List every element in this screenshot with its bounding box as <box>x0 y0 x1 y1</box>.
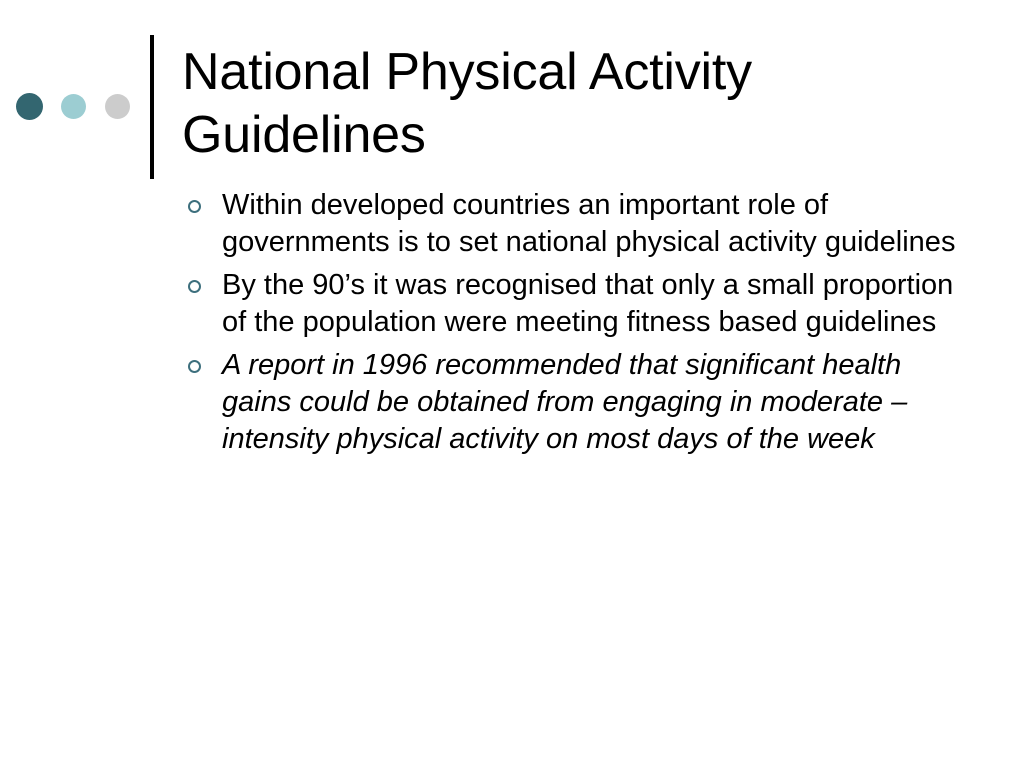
bullet-text: By the 90’s it was recognised that only a small proportion of the population were meeting fitness based guidelines <box>222 269 954 338</box>
bullet-text: A report in 1996 recommended that significant health gains could be obtained from engaging in moderate – intensity physical activity on most days of the week <box>222 349 908 455</box>
gray-dot-icon <box>105 94 130 119</box>
ring-bullet-icon <box>188 280 201 293</box>
title-divider <box>150 35 154 179</box>
dark-teal-dot-icon <box>16 93 43 120</box>
bullet-list <box>184 187 974 464</box>
bullet-item <box>184 267 974 341</box>
light-teal-dot-icon <box>61 94 86 119</box>
bullet-text: Within developed countries an important role of governments is to set national physical activity guidelines <box>222 189 956 258</box>
bullet-item <box>184 347 974 458</box>
slide-title: National Physical Activity Guidelines <box>182 43 752 164</box>
bullet-item <box>184 187 974 261</box>
ring-bullet-icon <box>188 200 201 213</box>
decorative-dots <box>16 93 136 121</box>
ring-bullet-icon <box>188 360 201 373</box>
